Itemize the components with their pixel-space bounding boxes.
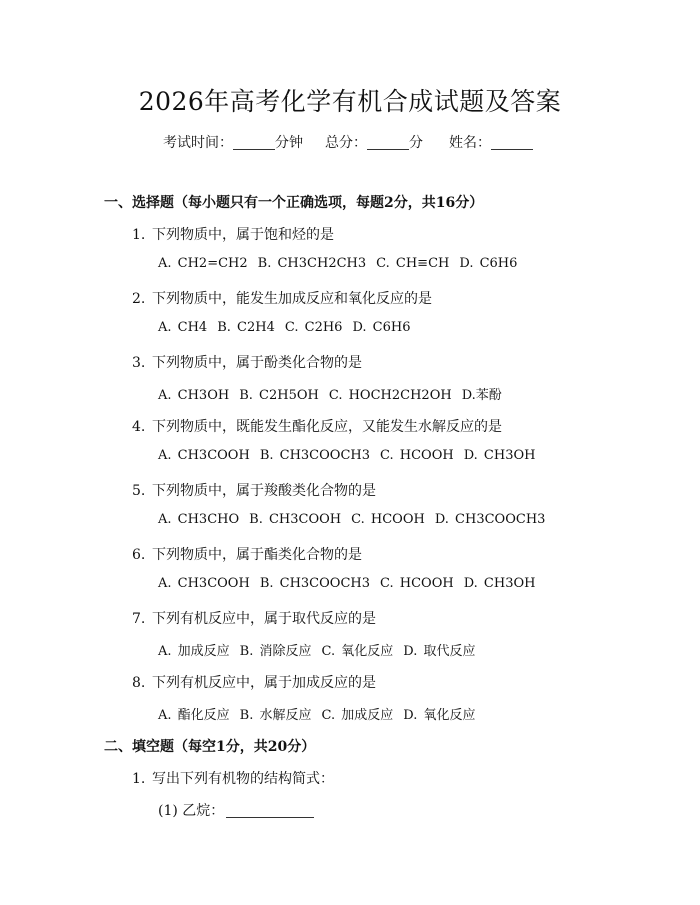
time-unit: 分钟 (275, 135, 303, 151)
time-blank (233, 135, 275, 150)
question-8 (132, 672, 376, 692)
question-text: 下列物质中，属于饱和烃的是 (152, 227, 334, 243)
option-d: D. CH3OH (463, 448, 536, 463)
question-2 (132, 288, 432, 308)
options-4 (158, 448, 545, 463)
question-4 (132, 416, 502, 436)
options-5 (158, 512, 555, 527)
options-7 (158, 640, 485, 659)
options-1 (158, 256, 527, 271)
question-number: 8. (132, 675, 146, 691)
question-text: 下列物质中，属于羧酸类化合物的是 (152, 483, 376, 499)
option-a: A. 加成反应 (158, 644, 230, 659)
question-number: 7. (132, 611, 146, 627)
question-text: 下列有机反应中，属于取代反应的是 (152, 611, 376, 627)
question-number: 3. (132, 355, 146, 371)
page-title: 2026年高考化学有机合成试题及答案 (138, 87, 562, 116)
option-d: D. C6H6 (459, 256, 518, 271)
question-number: 6. (132, 547, 146, 563)
option-b: B. CH3CH2CH3 (257, 256, 367, 271)
question-5 (132, 480, 376, 500)
question-text: 下列物质中，属于酚类化合物的是 (152, 355, 362, 371)
question-text: 写出下列有机物的结构简式： (152, 771, 334, 787)
option-a: A. CH3COOH (158, 576, 250, 591)
option-d: D.苯酚 (461, 388, 502, 403)
question-number: 4. (132, 419, 146, 435)
section-heading-choice: 一、选择题（每小题只有一个正确选项，每题2分，共16分） (104, 195, 484, 211)
name-blank (491, 135, 533, 150)
option-b: B. CH3COOCH3 (259, 448, 371, 463)
option-b: B. C2H4 (217, 320, 275, 335)
subquestion-label: (1) 乙烷： (158, 803, 225, 819)
option-b: B. CH3COOH (249, 512, 342, 527)
options-8 (158, 704, 485, 723)
option-a: A. CH3OH (158, 388, 230, 403)
question-number: 1. (132, 227, 146, 243)
question-text: 下列物质中，属于酯类化合物的是 (152, 547, 362, 563)
option-d: D. 取代反应 (403, 644, 476, 659)
question-text: 下列有机反应中，属于加成反应的是 (152, 675, 376, 691)
option-b: B. CH3COOCH3 (259, 576, 371, 591)
question-text: 下列物质中，既能发生酯化反应，又能发生水解反应的是 (152, 419, 502, 435)
answer-blank (226, 803, 314, 818)
question-number: 1. (132, 771, 146, 787)
option-c: C. HCOOH (380, 448, 454, 463)
fill-subquestion-1 (158, 800, 314, 820)
option-b: B. 消除反应 (239, 644, 312, 659)
question-1 (132, 224, 334, 244)
question-3 (132, 352, 362, 372)
question-6 (132, 544, 362, 564)
question-number: 2. (132, 291, 146, 307)
score-unit: 分 (409, 135, 423, 151)
option-d: D. C6H6 (352, 320, 411, 335)
name-label: 姓名： (449, 135, 491, 151)
option-d: D. CH3OH (463, 576, 536, 591)
option-c: C. HCOOH (351, 512, 425, 527)
option-a: A. CH3COOH (158, 448, 250, 463)
question-7 (132, 608, 376, 628)
question-text: 下列物质中，能发生加成反应和氧化反应的是 (152, 291, 432, 307)
option-d: D. CH3COOCH3 (434, 512, 546, 527)
option-c: C. CH≡CH (376, 256, 450, 271)
option-c: C. 氧化反应 (321, 644, 394, 659)
score-blank (367, 135, 409, 150)
option-c: C. 加成反应 (321, 708, 394, 723)
option-c: C. HOCH2CH2OH (328, 388, 452, 403)
option-c: C. C2H6 (284, 320, 343, 335)
score-label: 总分： (325, 135, 367, 151)
option-a: A. CH4 (158, 320, 208, 335)
time-label: 考试时间： (163, 135, 233, 151)
fill-question-1 (132, 768, 334, 788)
option-b: B. 水解反应 (239, 708, 312, 723)
options-3 (158, 384, 512, 403)
options-6 (158, 576, 545, 591)
options-2 (158, 320, 421, 335)
option-a: A. 酯化反应 (158, 708, 230, 723)
option-d: D. 氧化反应 (403, 708, 476, 723)
section-heading-fill: 二、填空题（每空1分，共20分） (104, 739, 316, 755)
question-number: 5. (132, 483, 146, 499)
option-a: A. CH2=CH2 (158, 256, 248, 271)
option-a: A. CH3CHO (158, 512, 240, 527)
exam-meta (163, 132, 533, 152)
option-b: B. C2H5OH (239, 388, 319, 403)
option-c: C. HCOOH (380, 576, 454, 591)
